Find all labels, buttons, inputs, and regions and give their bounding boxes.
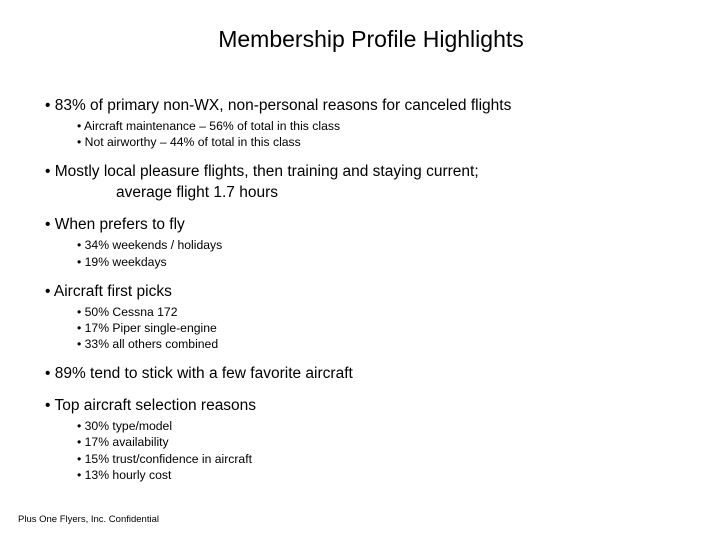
- bullet-selection-reasons: • Top aircraft selection reasons: [45, 397, 257, 414]
- sub-bullet-type-model: • 30% type/model: [77, 419, 173, 433]
- footer-confidential: Plus One Flyers, Inc. Confidential: [18, 514, 159, 525]
- sub-bullet-cessna: • 50% Cessna 172: [77, 305, 178, 319]
- bullet-canceled-flights: • 83% of primary non-WX, non-personal reasons for canceled flights: [45, 97, 512, 114]
- sub-bullet-not-airworthy: • Not airworthy – 44% of total in this class: [77, 135, 301, 149]
- sub-bullet-weekends: • 34% weekends / holidays: [77, 238, 223, 252]
- sub-bullet-piper: • 17% Piper single-engine: [77, 321, 217, 335]
- sub-bullet-trust: • 15% trust/confidence in aircraft: [77, 452, 252, 466]
- bullet-favorite-aircraft: • 89% tend to stick with a few favorite aircraft: [45, 365, 353, 382]
- sub-bullet-weekdays: • 19% weekdays: [77, 255, 167, 269]
- bullet-when-prefers: • When prefers to fly: [45, 216, 185, 233]
- bullet-aircraft-picks: • Aircraft first picks: [45, 283, 172, 300]
- bullet-flight-types: • Mostly local pleasure flights, then training and staying current;: [45, 163, 479, 180]
- bullet-flight-types-continuation: average flight 1.7 hours: [116, 184, 278, 201]
- sub-bullet-others: • 33% all others combined: [77, 337, 219, 351]
- slide-title: Membership Profile Highlights: [218, 26, 524, 52]
- sub-bullet-availability: • 17% availability: [77, 435, 169, 449]
- sub-bullet-hourly-cost: • 13% hourly cost: [77, 468, 172, 482]
- sub-bullet-maintenance: • Aircraft maintenance – 56% of total in this class: [77, 119, 341, 133]
